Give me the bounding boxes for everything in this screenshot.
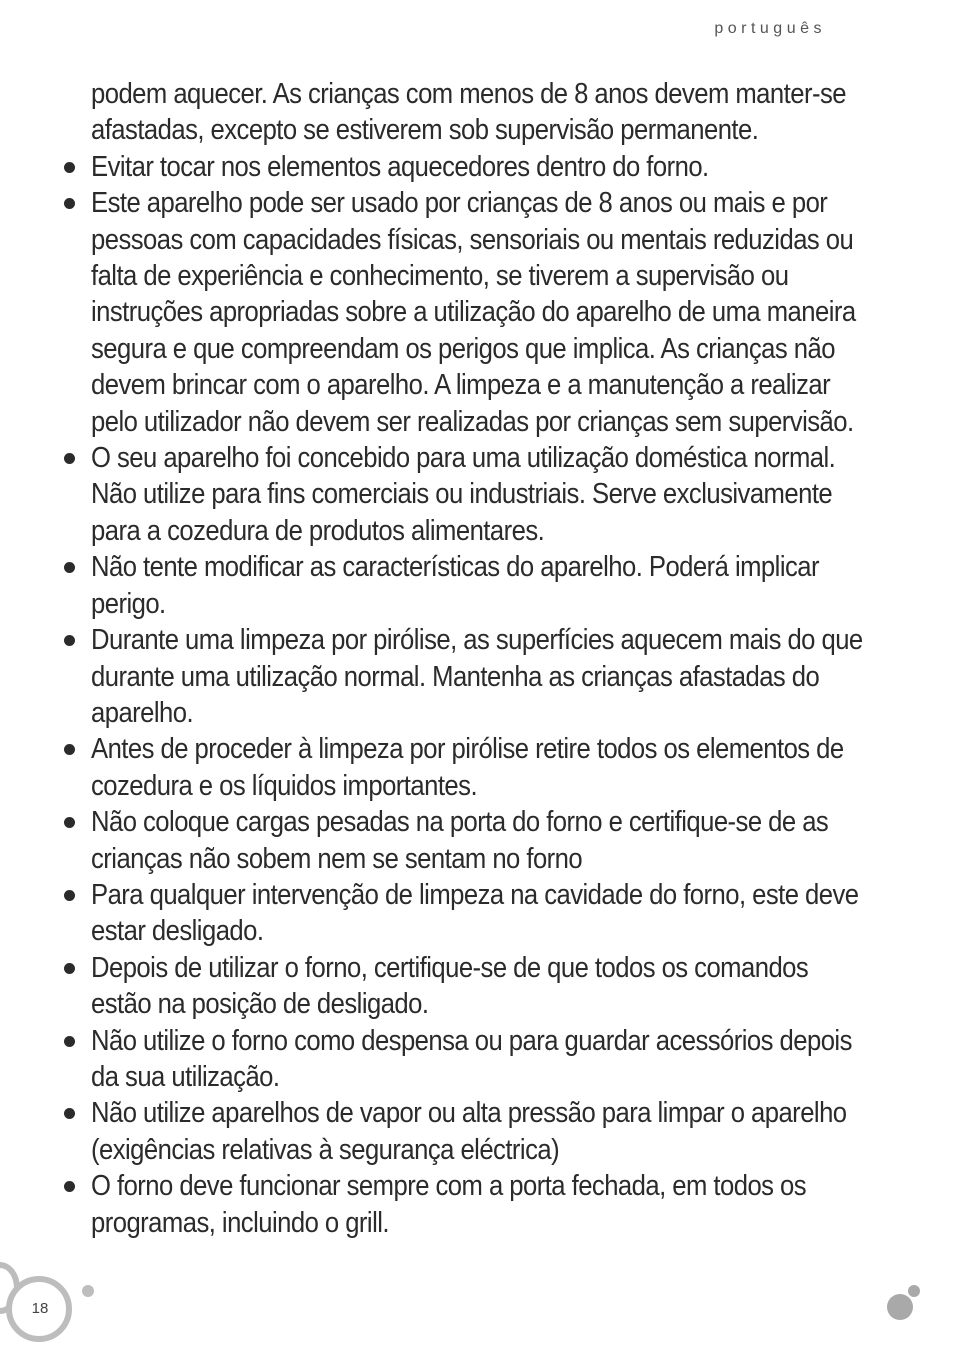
list-item <box>60 877 880 950</box>
list-item <box>60 185 880 440</box>
list-item-text: Não utilize o forno como despensa ou para guardar acessórios depois da sua utilização. <box>91 1024 852 1093</box>
decorative-dot-large <box>887 1294 913 1320</box>
bullet-icon <box>64 162 75 173</box>
list-item-text: Não utilize aparelhos de vapor ou alta pressão para limpar o aparelho (exigências relativas à segurança eléctrica) <box>91 1097 847 1166</box>
bullet-icon <box>64 817 75 828</box>
list-item <box>60 149 880 185</box>
decorative-dot-small <box>908 1285 920 1297</box>
list-item <box>60 1023 880 1096</box>
list-item-text: O seu aparelho foi concebido para uma utilização doméstica normal. Não utilize para fins comerciais ou industriais. Serve exclusivamente para a cozedura de produtos alimentares. <box>91 442 836 547</box>
list-item-text: Não coloque cargas pesadas na porta do forno e certifique-se de as crianças não sobem nem se sentam no forno <box>91 806 829 875</box>
bullet-icon <box>64 198 75 209</box>
bullet-icon <box>64 562 75 573</box>
list-item-text: Para qualquer intervenção de limpeza na cavidade do forno, este deve estar desligado. <box>91 878 859 948</box>
list-item <box>60 731 880 804</box>
list-item <box>60 1168 880 1241</box>
document-body <box>60 76 880 1241</box>
page-number: 18 <box>31 1300 49 1317</box>
safety-instructions-list <box>60 149 880 1241</box>
list-item <box>60 1095 880 1168</box>
bullet-icon <box>64 635 75 646</box>
list-item <box>60 549 880 622</box>
list-item-text: Antes de proceder à limpeza por pirólise retire todos os elementos de cozedura e os líquidos importantes. <box>91 733 844 802</box>
bullet-icon <box>64 1108 75 1119</box>
bullet-icon <box>64 1181 75 1192</box>
list-item-text: Depois de utilizar o forno, certifique-se de que todos os comandos estão na posição de desligado. <box>91 951 809 1021</box>
continued-paragraph: podem aquecer. As crianças com menos de 8 anos devem manter-se afastadas, excepto se estiverem sob supervisão permanente. <box>91 78 846 147</box>
decorative-dot-left <box>82 1285 94 1297</box>
list-item-text: Durante uma limpeza por pirólise, as superfícies aquecem mais do que durante uma utilização normal. Mantenha as crianças afastadas do aparelho. <box>91 624 863 729</box>
page-language-header: português <box>714 20 826 37</box>
bullet-icon <box>64 890 75 901</box>
list-item-text: O forno deve funcionar sempre com a porta fechada, em todos os programas, incluindo o grill. <box>91 1170 807 1239</box>
bullet-icon <box>64 963 75 974</box>
list-item <box>60 950 880 1023</box>
bullet-icon <box>64 453 75 464</box>
list-item <box>60 622 880 731</box>
list-item-text: Este aparelho pode ser usado por crianças de 8 anos ou mais e por pessoas com capacidades físicas, sensoriais ou mentais reduzidas ou falta de experiência e conhecimento, se tiverem a supervisão ou instruções apropriadas sobre a utilização do aparelho de uma maneira segura e que compreendam os perigos que implica. As crianças não devem brincar com o aparelho. A limpeza e a manutenção a realizar pelo utilizador não devem ser realizadas por crianças sem supervisão. <box>91 187 856 438</box>
list-item <box>60 804 880 877</box>
bullet-icon <box>64 744 75 755</box>
list-item <box>60 440 880 549</box>
list-item-text: Evitar tocar nos elementos aquecedores dentro do forno. <box>91 150 709 183</box>
list-item-text: Não tente modificar as características do aparelho. Poderá implicar perigo. <box>91 551 819 620</box>
bullet-icon <box>64 1036 75 1047</box>
